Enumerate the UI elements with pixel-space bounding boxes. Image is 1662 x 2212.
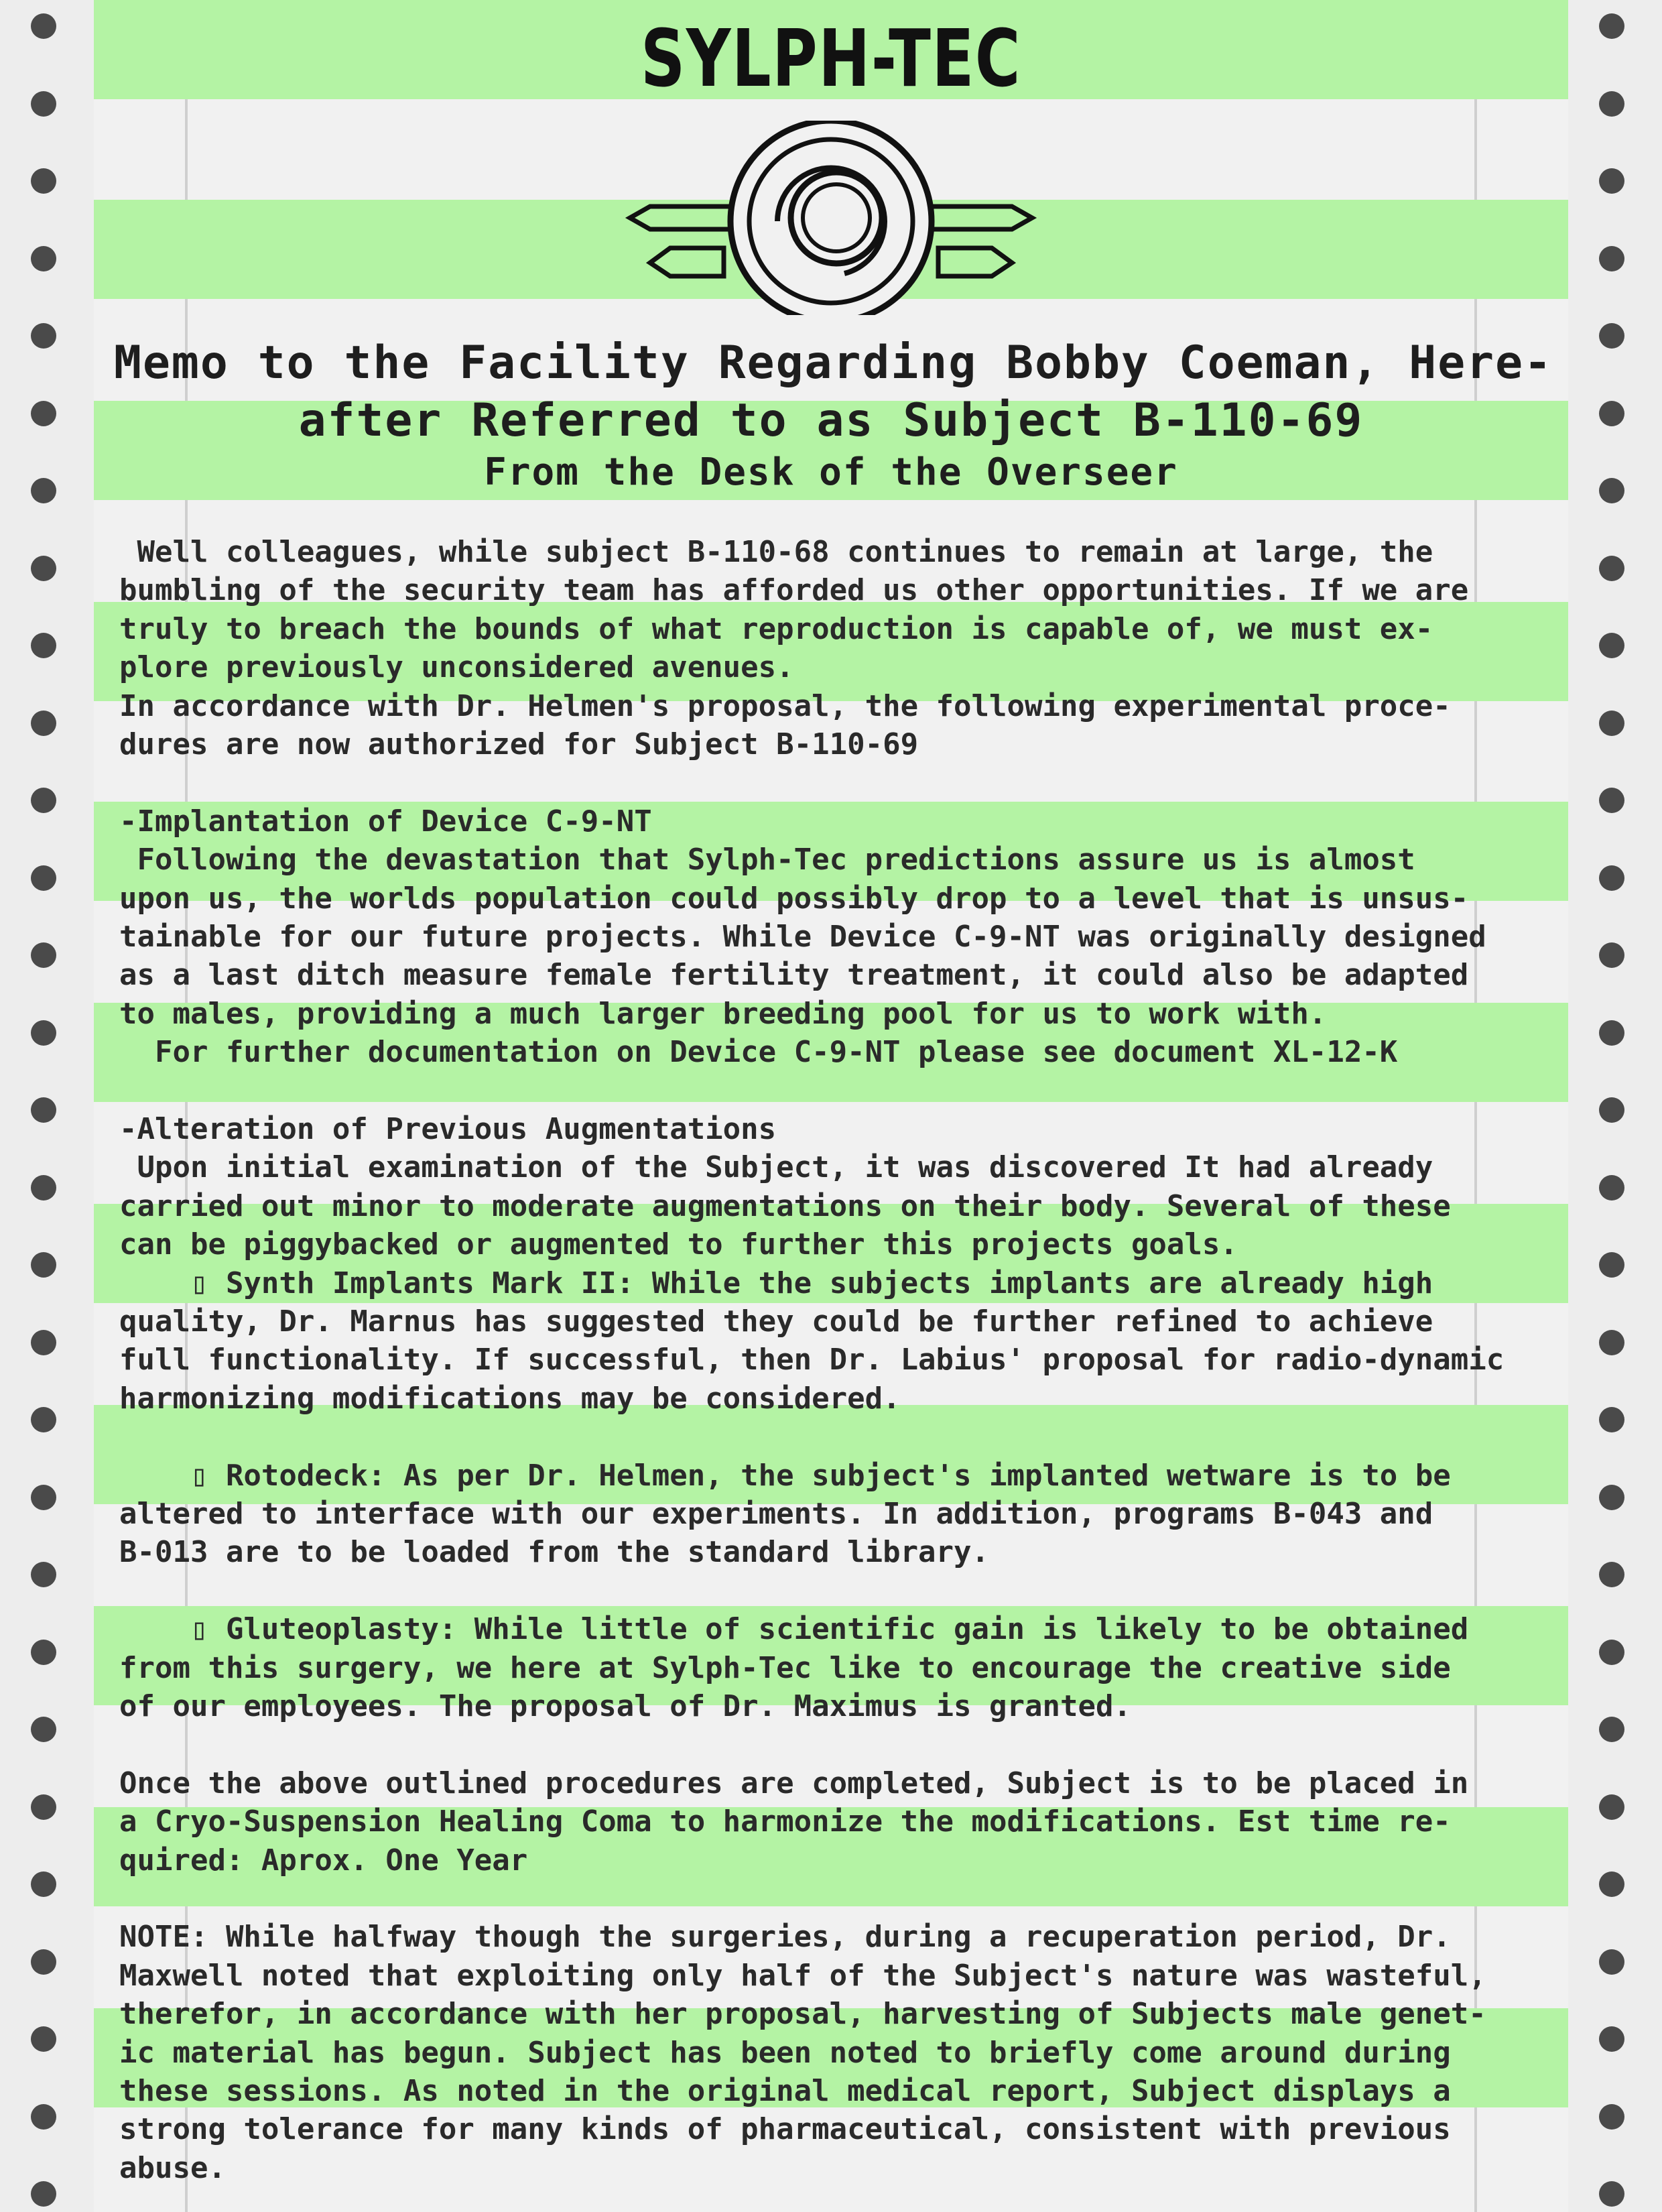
memo-body-line: quired: Aprox. One Year [119, 1843, 528, 1878]
vault-gear-logo-icon [623, 121, 1039, 315]
feed-hole [1599, 1020, 1624, 1046]
feed-hole [1599, 1717, 1624, 1742]
feed-hole [31, 1252, 56, 1278]
feed-hole [31, 1562, 56, 1587]
feed-hole [31, 556, 56, 581]
feed-hole [31, 478, 56, 503]
feed-hole [1599, 1562, 1624, 1587]
memo-body-line: Following the devastation that Sylph-Tec predictions assure us is almost [119, 843, 1415, 877]
feed-hole [1599, 556, 1624, 581]
feed-hole [1599, 788, 1624, 813]
feed-hole [1599, 246, 1624, 271]
feed-hole [31, 2104, 56, 2130]
memo-body-line: Upon initial examination of the Subject, it was discovered It had already [119, 1150, 1433, 1185]
feed-hole [31, 942, 56, 968]
feed-hole [31, 1175, 56, 1201]
feed-hole [31, 1871, 56, 1897]
memo-body-line: a Cryo-Suspension Healing Coma to harmonize the modifications. Est time re- [119, 1804, 1451, 1839]
feed-hole [31, 788, 56, 813]
memo-body-line: abuse. [119, 2150, 226, 2185]
feed-hole [31, 1717, 56, 1742]
feed-hole [1599, 1097, 1624, 1123]
feed-hole [31, 2181, 56, 2207]
feed-hole [31, 865, 56, 891]
feed-hole [1599, 1407, 1624, 1432]
feed-hole [1599, 2181, 1624, 2207]
memo-body-line: Once the above outlined procedures are completed, Subject is to be placed in [119, 1766, 1469, 1800]
feed-hole [1599, 711, 1624, 736]
memo-body-line: bumbling of the security team has afforded us other opportunities. If we are [119, 573, 1469, 608]
memo-body-line: these sessions. As noted in the original medical report, Subject displays a [119, 2074, 1451, 2108]
memo-subtitle: From the Desk of the Overseer [484, 450, 1178, 494]
memo-body-line: truly to breach the bounds of what reproduction is capable of, we must ex- [119, 611, 1433, 646]
feed-hole [1599, 2104, 1624, 2130]
feed-hole [31, 2026, 56, 2052]
memo-body-line: ▯ Synth Implants Mark II: While the subjects implants are already high [119, 1266, 1433, 1300]
memo-title-line-1: Memo to the Facility Regarding Bobby Coeman, Here- [114, 336, 1553, 389]
feed-hole [1599, 91, 1624, 117]
memo-title-line-2: after Referred to as Subject B-110-69 [298, 394, 1364, 447]
memo-body-line: quality, Dr. Marnus has suggested they could be further refined to achieve [119, 1304, 1433, 1339]
memo-body-line: -Alteration of Previous Augmentations [119, 1112, 777, 1146]
feed-hole [1599, 1485, 1624, 1510]
feed-hole [31, 91, 56, 117]
memo-body-line: altered to interface with our experiments. In addition, programs B-043 and [119, 1497, 1433, 1531]
memo-body-line: B-013 are to be loaded from the standard library. [119, 1535, 990, 1570]
memo-body-line: from this surgery, we here at Sylph-Tec like to encourage the creative side [119, 1650, 1451, 1685]
feed-hole [31, 246, 56, 271]
memo-body-line: carried out minor to moderate augmentations on their body. Several of these [119, 1188, 1451, 1223]
brand-title: SYLPH-TEC [640, 12, 1021, 105]
feed-hole [31, 323, 56, 349]
feed-hole [31, 1097, 56, 1123]
memo-body-line: to males, providing a much larger breeding pool for us to work with. [119, 996, 1327, 1031]
memo-body-line: NOTE: While halfway though the surgeries, during a recuperation period, Dr. [119, 1920, 1451, 1955]
feed-hole [1599, 13, 1624, 39]
feed-hole [31, 1949, 56, 1975]
feed-hole [31, 168, 56, 194]
tractor-feed-left [0, 0, 94, 2212]
feed-hole [1599, 168, 1624, 194]
memo-body-line: of our employees. The proposal of Dr. Maximus is granted. [119, 1689, 1131, 1723]
feed-hole [31, 1485, 56, 1510]
memo-body-line: ▯ Rotodeck: As per Dr. Helmen, the subject's implanted wetware is to be [119, 1458, 1451, 1493]
feed-hole [1599, 865, 1624, 891]
memo-body-line: -Implantation of Device C-9-NT [119, 804, 652, 839]
feed-hole [1599, 633, 1624, 658]
memo-body-line: In accordance with Dr. Helmen's proposal, the following experimental proce- [119, 688, 1451, 723]
feed-hole [1599, 1252, 1624, 1278]
feed-hole [1599, 1175, 1624, 1201]
memo-body-line: Maxwell noted that exploiting only half of the Subject's nature was wasteful, [119, 1958, 1486, 1993]
feed-hole [31, 1330, 56, 1355]
feed-hole [1599, 1949, 1624, 1975]
feed-hole [31, 13, 56, 39]
memo-body-line: as a last ditch measure female fertility treatment, it could also be adapted [119, 958, 1469, 993]
feed-hole [1599, 1330, 1624, 1355]
memo-body-line: harmonizing modifications may be considered. [119, 1381, 901, 1416]
memo-body-line: tainable for our future projects. While Device C-9-NT was originally designed [119, 920, 1486, 954]
feed-hole [1599, 942, 1624, 968]
feed-hole [1599, 1794, 1624, 1820]
feed-hole [1599, 2026, 1624, 2052]
memo-body-line: Well colleagues, while subject B-110-68 continues to remain at large, the [119, 535, 1433, 569]
memo-body-line: plore previously unconsidered avenues. [119, 650, 794, 685]
feed-hole [31, 633, 56, 658]
feed-hole [1599, 323, 1624, 349]
feed-hole [31, 1640, 56, 1665]
feed-hole [31, 711, 56, 736]
feed-hole [1599, 1871, 1624, 1897]
feed-hole [31, 1020, 56, 1046]
feed-hole [1599, 1640, 1624, 1665]
memo-paper [94, 0, 1568, 2212]
memo-body-line: full functionality. If successful, then Dr. Labius' proposal for radio-dynamic [119, 1343, 1505, 1377]
feed-hole [31, 1407, 56, 1432]
feed-hole [31, 1794, 56, 1820]
memo-body-line: For further documentation on Device C-9-NT please see document XL-12-K [119, 1035, 1398, 1070]
memo-body-line: ▯ Gluteoplasty: While little of scientific gain is likely to be obtained [119, 1612, 1469, 1647]
feed-hole [1599, 478, 1624, 503]
memo-body-line: strong tolerance for many kinds of pharmaceutical, consistent with previous [119, 2112, 1451, 2147]
memo-body-line: therefor, in accordance with her proposal, harvesting of Subjects male genet- [119, 1997, 1486, 2032]
feed-hole [31, 401, 56, 426]
memo-body-line: can be piggybacked or augmented to further this projects goals. [119, 1227, 1238, 1262]
memo-body-line: ic material has begun. Subject has been noted to briefly come around during [119, 2035, 1451, 2070]
memo-body-line: upon us, the worlds population could possibly drop to a level that is unsus- [119, 881, 1469, 916]
feed-hole [1599, 401, 1624, 426]
memo-body-line: dures are now authorized for Subject B-110-69 [119, 727, 919, 761]
tractor-feed-right [1568, 0, 1662, 2212]
